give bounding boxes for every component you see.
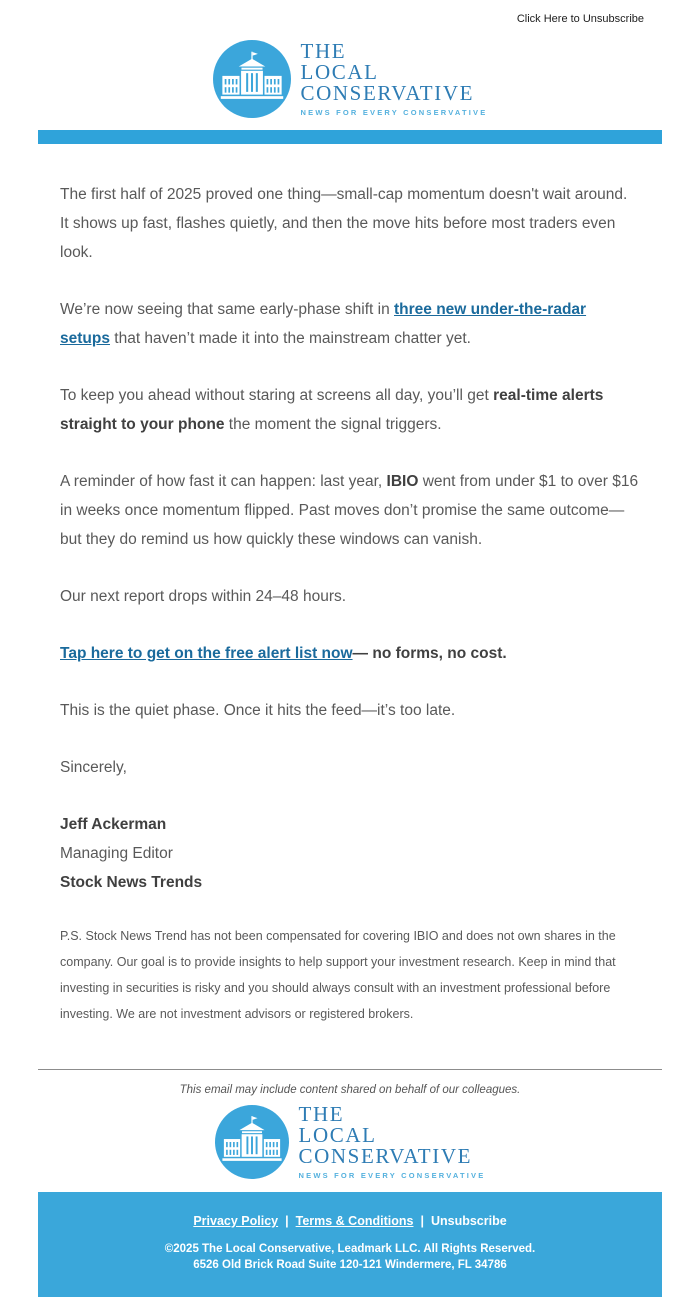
logo-wordmark — [299, 1104, 486, 1180]
top-unsubscribe-link[interactable]: Click Here to Unsubscribe — [516, 13, 644, 25]
footer-separator: | — [420, 1214, 424, 1228]
body-paragraph — [60, 381, 640, 439]
body-paragraph — [60, 180, 640, 267]
privacy-policy-link[interactable]: Privacy Policy — [193, 1214, 279, 1228]
footer-logo — [0, 1104, 700, 1180]
accent-divider-bar — [38, 130, 662, 144]
free-alert-list-link[interactable]: Tap here to get on the free alert list now — [60, 645, 353, 662]
text-segment: A reminder of how fast it can happen: last year, — [60, 473, 387, 490]
ps-disclaimer: P.S. Stock News Trend has not been compensated for covering IBIO and does not own shares in the company. Our goal is to provide insights to help support your investment research. Keep in mind that investing in securities is risky and you should always consult with an investment professional before investing. We are not investment advisors or registered brokers. — [60, 929, 616, 1021]
body-paragraph — [60, 639, 640, 668]
terms-conditions-link[interactable]: Terms & Conditions — [295, 1214, 414, 1228]
logo-wordmark — [301, 41, 488, 117]
logo-line-conservative: CONSERVATIVE — [298, 1144, 473, 1168]
signature-title: Managing Editor — [60, 845, 173, 862]
logo-line-the: THE — [300, 39, 347, 63]
bold-text: IBIO — [386, 473, 419, 490]
colleague-note: This email may include content shared on behalf of our colleagues. — [179, 1084, 521, 1096]
footer-divider — [38, 1069, 662, 1070]
text-segment: This is the quiet phase. Once it hits the feed—it’s too late. — [60, 702, 456, 719]
top-unsubscribe-row — [0, 0, 700, 28]
footer-address: 6526 Old Brick Road Suite 120-121 Windermere, FL 34786 — [193, 1259, 507, 1271]
logo-line-local: LOCAL — [300, 60, 379, 84]
footer-separator: | — [285, 1214, 289, 1228]
footer-copyright: ©2025 The Local Conservative, Leadmark LLC. All Rights Reserved. — [164, 1243, 536, 1255]
logo-line-conservative: CONSERVATIVE — [300, 81, 475, 105]
text-segment: the moment the signal triggers. — [224, 416, 442, 433]
logo-tagline: NEWS FOR EVERY CONSERVATIVE — [298, 1171, 486, 1180]
footer-bar — [38, 1192, 662, 1297]
text-segment: Our next report drops within 24–48 hours. — [60, 588, 347, 605]
signature-name: Jeff Ackerman — [60, 816, 167, 833]
text-segment: went from under $1 to over $16 in weeks once momentum flipped. Past moves don’t promise the same outcome—but they do remind us how quickly these windows can vanish. — [60, 473, 639, 548]
email-body — [38, 144, 662, 1027]
whitehouse-icon — [215, 1105, 289, 1179]
body-paragraphs — [60, 180, 640, 725]
footer-unsubscribe-link[interactable]: Unsubscribe — [430, 1214, 507, 1228]
header-logo — [0, 40, 700, 118]
text-segment: that haven’t made it into the mainstream chatter yet. — [109, 330, 471, 347]
signature-company: Stock News Trends — [60, 874, 203, 891]
under-the-radar-setups-link[interactable]: three new under-the-radar setups — [60, 301, 587, 347]
bold-text: — no forms, no cost. — [352, 645, 507, 662]
text-segment: We’re now seeing that same early-phase shift in — [60, 301, 394, 318]
logo-tagline: NEWS FOR EVERY CONSERVATIVE — [300, 108, 488, 117]
signature-block — [60, 810, 640, 897]
whitehouse-icon — [213, 40, 291, 118]
text-segment: To keep you ahead without staring at screens all day, you’ll get — [60, 387, 494, 404]
body-paragraph — [60, 467, 640, 554]
logo-line-local: LOCAL — [298, 1123, 377, 1147]
text-segment: The first half of 2025 proved one thing—small-cap momentum doesn't wait around. It shows up fast, flashes quietly, and then the move hits before most traders even look. — [60, 186, 628, 261]
logo-line-the: THE — [298, 1102, 345, 1126]
body-paragraph — [60, 582, 640, 611]
footer-links-row — [38, 1214, 662, 1228]
bold-text: real-time alerts straight to your phone — [60, 387, 604, 433]
body-paragraph — [60, 295, 640, 353]
body-paragraph — [60, 696, 640, 725]
closing-line: Sincerely, — [60, 759, 127, 776]
